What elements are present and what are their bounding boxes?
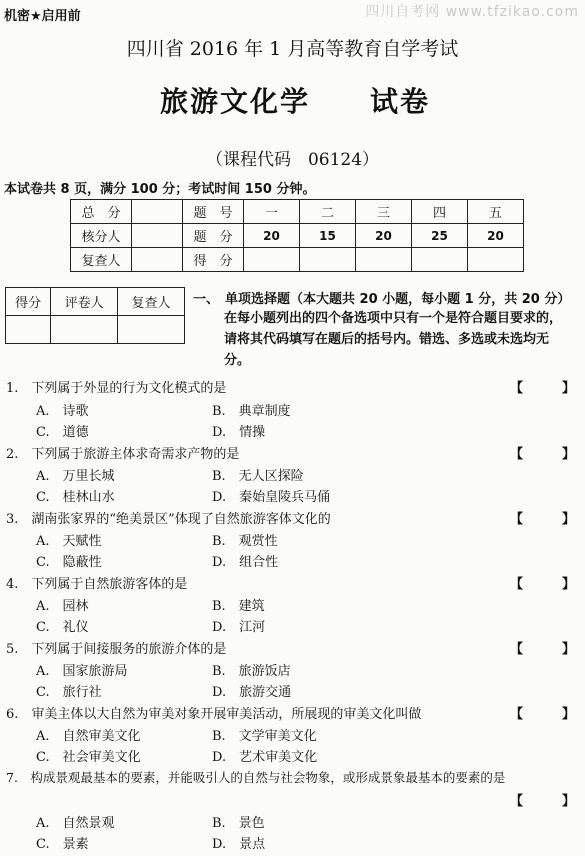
option-d: D. 景点 xyxy=(212,837,266,852)
option-b: B. 文学审美文化 xyxy=(212,729,317,744)
option-d: D. 艺术审美文化 xyxy=(212,750,318,765)
option-c: C. 隐蔽性 xyxy=(36,555,102,570)
grader-header: 评卷人 xyxy=(51,288,118,316)
option-a: A. 万里长城 xyxy=(36,469,115,484)
cell-label: 复查人 xyxy=(71,248,132,272)
option-b: B. 旅游饭店 xyxy=(212,664,291,679)
option-a: A. 诗歌 xyxy=(36,404,89,419)
cell-label: 题 号 xyxy=(183,200,244,224)
score-table xyxy=(70,199,524,272)
option-d: D. 旅游交通 xyxy=(212,685,292,700)
exam-info: 本试卷共 8 页，满分 100 分；考试时间 150 分钟。 xyxy=(4,182,316,197)
points-cell: 20 xyxy=(468,224,524,248)
section-number: 一、 xyxy=(193,292,220,307)
question-stem: 3. 湖南张家界的“绝美景区”体现了自然旅游客体文化的 xyxy=(6,512,331,527)
score-input-cell[interactable] xyxy=(244,248,300,272)
watermark: 四川自考网 www.tfzikao.com xyxy=(365,4,579,20)
score-input-cell[interactable] xyxy=(300,248,356,272)
grader-header-row xyxy=(6,288,185,316)
answer-bracket[interactable]: 【 】 xyxy=(510,707,576,722)
score-row-total xyxy=(71,200,524,224)
grader-input-cell[interactable] xyxy=(6,316,51,344)
option-b: B. 典章制度 xyxy=(212,404,291,419)
option-c: C. 旅行社 xyxy=(36,685,102,700)
question-number-cell: 二 xyxy=(300,200,356,224)
option-d: D. 组合性 xyxy=(212,555,279,570)
option-a: A. 自然审美文化 xyxy=(36,729,141,744)
paper-label: 试卷 xyxy=(370,85,431,118)
confidential-label: 机密★启用前 xyxy=(4,9,81,24)
points-cell: 20 xyxy=(244,224,300,248)
answer-bracket[interactable]: 【 】 xyxy=(510,512,576,527)
grader-table xyxy=(5,287,185,344)
option-d: D. 秦始皇陵兵马俑 xyxy=(212,490,331,505)
answer-bracket[interactable]: 【 】 xyxy=(510,447,576,462)
section-title: 单项选择题（本大题共 20 小题，每小题 1 分，共 20 分） xyxy=(225,292,571,307)
option-b: B. 景色 xyxy=(212,816,265,831)
cell-label: 题 分 xyxy=(183,224,244,248)
question-stem: 1. 下列属于外显的行为文化模式的是 xyxy=(6,381,227,396)
option-c: C. 景素 xyxy=(36,837,89,852)
total-score-cell[interactable] xyxy=(132,200,183,224)
answer-bracket[interactable]: 【 】 xyxy=(510,381,576,396)
question-stem: 6. 审美主体以大自然为审美对象开展审美活动，所展现的审美文化叫做 xyxy=(6,707,422,722)
score-input-cell[interactable] xyxy=(468,248,524,272)
points-cell: 15 xyxy=(300,224,356,248)
grader-input-cell[interactable] xyxy=(51,316,118,344)
subject-title: 旅游文化学 xyxy=(160,85,311,118)
answer-bracket[interactable]: 【 】 xyxy=(510,642,576,657)
answer-bracket[interactable]: 【 】 xyxy=(510,577,576,592)
checker-cell[interactable] xyxy=(132,224,183,248)
score-row-points xyxy=(71,224,524,248)
section-instruction: 在每小题列出的四个备选项中只有一个是符合题目要求的，请将其代码填写在题后的括号内。错选、多选或未选均无分。 xyxy=(224,311,563,368)
option-c: C. 礼仪 xyxy=(36,620,89,635)
question-number-cell: 三 xyxy=(356,200,412,224)
option-a: A. 自然景观 xyxy=(36,816,115,831)
cell-label: 总 分 xyxy=(71,200,132,224)
score-input-cell[interactable] xyxy=(412,248,468,272)
option-b: B. 无人区探险 xyxy=(212,469,304,484)
cell-label: 核分人 xyxy=(71,224,132,248)
grader-input-cell[interactable] xyxy=(118,316,185,344)
question-stem: 5. 下列属于间接服务的旅游介体的是 xyxy=(6,642,227,657)
course-code: （课程代码 06124） xyxy=(205,150,380,170)
grader-header: 得分 xyxy=(6,288,51,316)
question-stem: 2. 下列属于旅游主体求奇需求产物的是 xyxy=(6,447,240,462)
answer-bracket[interactable]: 【 】 xyxy=(510,794,576,809)
grader-input-row xyxy=(6,316,185,344)
option-b: B. 建筑 xyxy=(212,599,265,614)
cell-label: 得 分 xyxy=(183,248,244,272)
option-a: A. 园林 xyxy=(36,599,89,614)
reviewer-cell[interactable] xyxy=(132,248,183,272)
option-a: A. 天赋性 xyxy=(36,534,102,549)
question-number-cell: 一 xyxy=(244,200,300,224)
question-stem: 7. 构成景观最基本的要素，并能吸引人的自然与社会物象，或形成景象最基本的要素的是 xyxy=(6,770,506,785)
score-row-obtained xyxy=(71,248,524,272)
option-d: D. 江河 xyxy=(212,620,266,635)
question-number-cell: 五 xyxy=(468,200,524,224)
exam-title: 四川省 2016 年 1 月高等教育自学考试 xyxy=(126,38,459,60)
question-number-cell: 四 xyxy=(412,200,468,224)
option-c: C. 桂林山水 xyxy=(36,490,115,505)
points-cell: 25 xyxy=(412,224,468,248)
grader-header: 复查人 xyxy=(118,288,185,316)
question-stem: 4. 下列属于自然旅游客体的是 xyxy=(6,577,188,592)
option-b: B. 观赏性 xyxy=(212,534,278,549)
option-c: C. 道德 xyxy=(36,425,89,440)
points-cell: 20 xyxy=(356,224,412,248)
option-d: D. 情操 xyxy=(212,425,266,440)
option-c: C. 社会审美文化 xyxy=(36,750,141,765)
option-a: A. 国家旅游局 xyxy=(36,664,128,679)
score-input-cell[interactable] xyxy=(356,248,412,272)
